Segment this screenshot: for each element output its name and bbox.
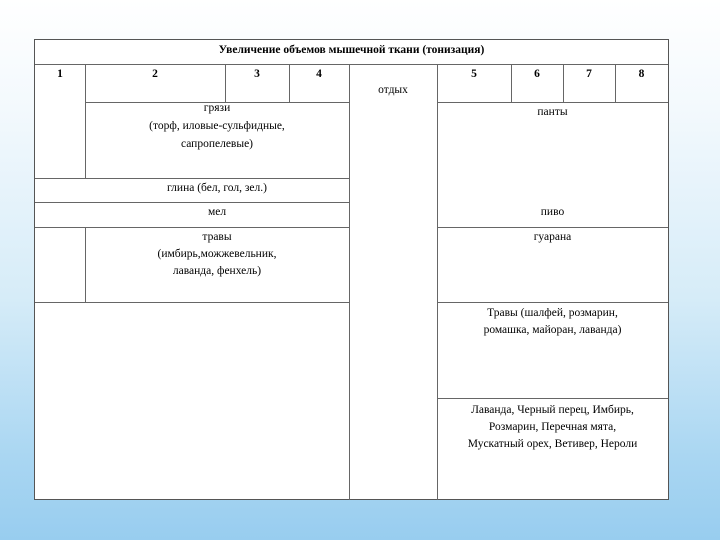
herbs-line-3: лаванда, фенхель) <box>172 265 262 277</box>
title-rule <box>35 64 668 65</box>
clay-cell: глина (бел, гол, зел.) <box>167 182 267 194</box>
col-number-6: 6 <box>534 68 540 80</box>
mud-line-1: грязи <box>203 102 231 114</box>
oils-line-3: Мускатный орех, Ветивер, Нероли <box>467 438 638 450</box>
herbs-rule <box>35 302 349 303</box>
herbs2-line-1: Травы (шалфей, розмарин, <box>487 307 618 319</box>
clay-rule <box>35 202 349 203</box>
chalk-cell: мел <box>207 206 227 218</box>
oils-line-1: Лаванда, Черный перец, Имбирь, <box>471 404 634 416</box>
col-number-1: 1 <box>57 68 63 80</box>
table-title: Увеличение объемов мышечной ткани (тонизация) <box>218 44 485 56</box>
antlers-cell: панты <box>537 106 568 118</box>
col-number-7: 7 <box>586 68 592 80</box>
chalk-rule-right <box>437 227 668 228</box>
col-number-3: 3 <box>254 68 260 80</box>
numbers-rule-right <box>437 102 668 103</box>
rest-label: отдых <box>378 84 408 96</box>
col-number-5: 5 <box>471 68 477 80</box>
guarana-rule <box>437 302 668 303</box>
herbs2-rule <box>437 398 668 399</box>
mud-line-3: сапропелевые) <box>180 138 254 150</box>
guarana-cell: гуарана <box>533 231 572 243</box>
herbs-line-1: травы <box>202 231 232 243</box>
col-number-8: 8 <box>638 68 645 80</box>
rest-left-divider <box>349 64 350 500</box>
mud-line-2: (торф, иловые-сульфидные, <box>149 120 285 132</box>
herbs-line-2: (имбирь,можжевельник, <box>157 248 277 260</box>
col-number-4: 4 <box>316 68 322 80</box>
oils-line-2: Розмарин, Перечная мята, <box>488 421 617 433</box>
herbs2-line-2: ромашка, майоран, лаванда) <box>483 324 622 336</box>
chalk-rule-left <box>35 227 349 228</box>
col-number-2: 2 <box>152 68 158 80</box>
beer-cell: пиво <box>540 206 565 218</box>
mud-rule <box>35 178 349 179</box>
procedure-table <box>34 39 669 500</box>
